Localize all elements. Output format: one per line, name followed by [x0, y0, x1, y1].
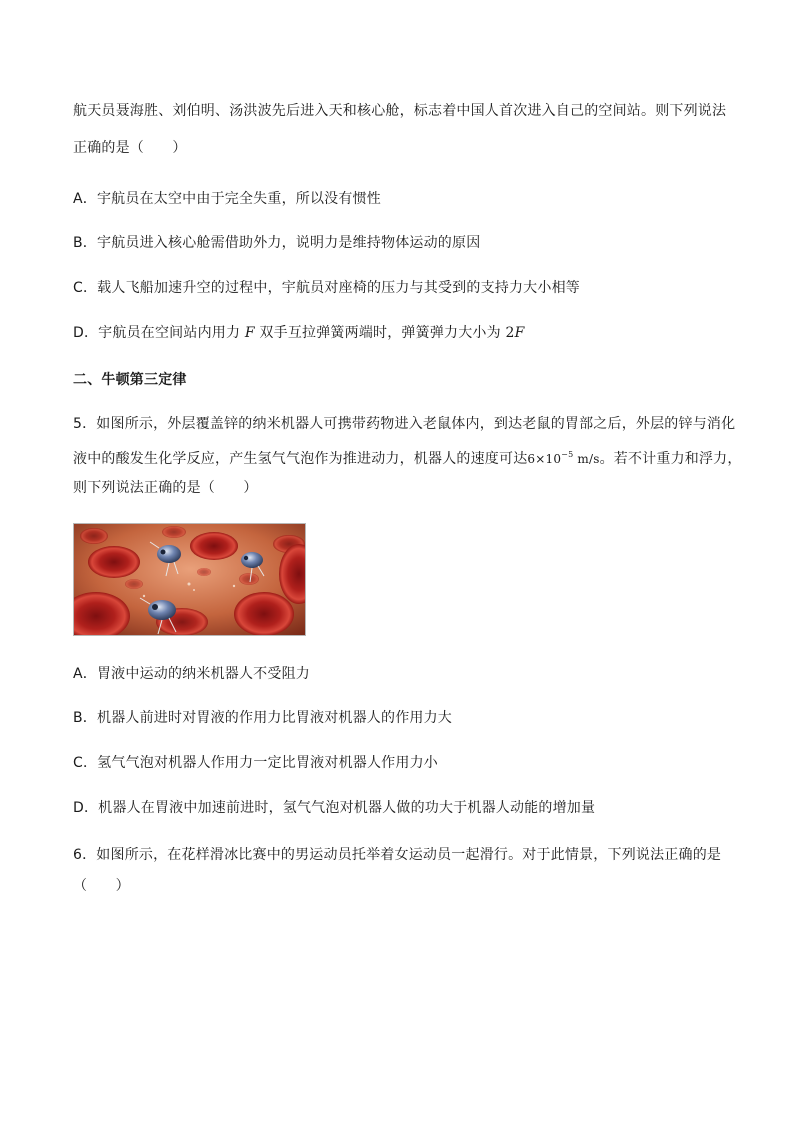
speed-exponent: −5 — [561, 450, 574, 459]
nanorobot-illustration — [73, 523, 306, 636]
q4-option-d-mid: 双手互拉弹簧两端时，弹簧弹力大小为 — [254, 325, 506, 341]
speed-mantissa: 6×10 — [527, 452, 562, 466]
q4-option-d — [73, 323, 525, 343]
q5-option-b: B．机器人前进时对胃液的作用力比胃液对机器人的作用力大 — [73, 710, 453, 726]
q5-stem-line-2-suffix: 。若不计重力和浮力， — [599, 451, 742, 467]
q5-stem-line-3: 则下列说法正确的是（ ） — [73, 480, 258, 496]
force-multiplier: 2 — [505, 325, 515, 341]
section-heading: 二、牛顿第三定律 — [73, 372, 187, 388]
q4-option-d-prefix: D．宇航员在空间站内用力 — [73, 325, 245, 341]
q4-stem-line-2: 正确的是（ ） — [73, 140, 187, 156]
q6-stem-line-2: （ ） — [73, 878, 130, 894]
q5-stem-line-2 — [73, 445, 742, 469]
q5-option-d: D．机器人在胃液中加速前进时，氢气气泡对机器人做的功大于机器人动能的增加量 — [73, 800, 596, 816]
speed-unit: m/s — [577, 452, 600, 466]
q4-option-c: C．载人飞船加速升空的过程中，宇航员对座椅的压力与其受到的支持力大小相等 — [73, 280, 580, 296]
q5-stem-line-2-prefix: 液中的酸发生化学反应，产生氢气气泡作为推进动力，机器人的速度可达 — [73, 451, 528, 467]
speed-value — [527, 452, 599, 466]
q6-stem-line-1: 6．如图所示，在花样滑冰比赛中的男运动员托举着女运动员一起滑行。对于此情景，下列说法正确的是 — [73, 847, 722, 863]
q5-option-c: C．氢气气泡对机器人作用力一定比胃液对机器人作用力小 — [73, 755, 438, 771]
q5-option-a: A．胃液中运动的纳米机器人不受阻力 — [73, 666, 310, 682]
force-symbol-2: F — [514, 325, 525, 341]
q5-stem-line-1: 5．如图所示，外层覆盖锌的纳米机器人可携带药物进入老鼠体内，到达老鼠的胃部之后，外层的锌与消化 — [73, 416, 736, 432]
q4-option-b: B．宇航员进入核心舱需借助外力，说明力是维持物体运动的原因 — [73, 235, 481, 251]
force-symbol: F — [244, 325, 255, 341]
q4-stem-line-1: 航天员聂海胜、刘伯明、汤洪波先后进入天和核心舱，标志着中国人首次进入自己的空间站。则下列说法 — [73, 103, 727, 119]
q4-option-a: A．宇航员在太空中由于完全失重，所以没有惯性 — [73, 191, 381, 207]
